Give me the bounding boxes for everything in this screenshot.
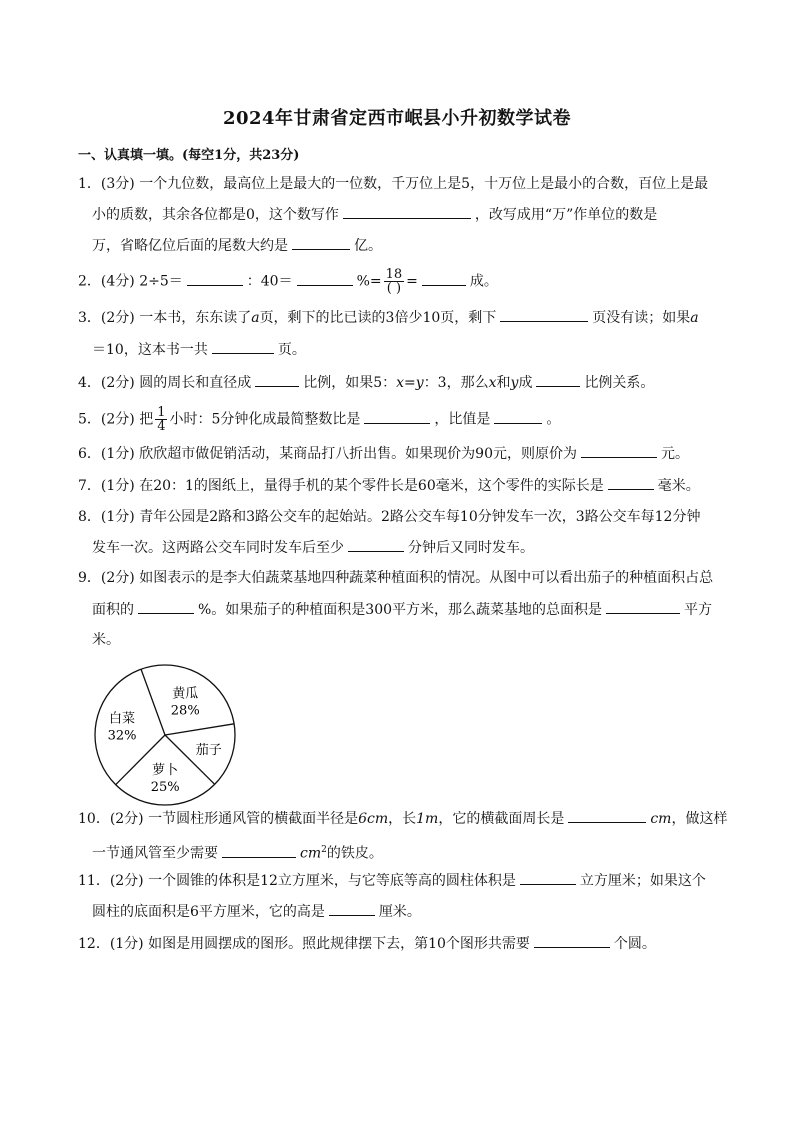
answer-blank[interactable] (536, 372, 580, 387)
answer-blank[interactable] (222, 843, 296, 858)
pie-slice-name: 白菜 (109, 711, 136, 727)
answer-blank[interactable] (608, 475, 654, 490)
question-3-line-2: ＝10，这本书一共 页。 (92, 339, 306, 359)
question-9-line-3: 米。 (92, 632, 120, 648)
answer-blank[interactable] (494, 409, 542, 424)
pie-slice-percent: 25% (150, 779, 180, 795)
question-11-line-1: 11．(2分) 一个圆锥的体积是12立方厘米，与它等底等高的圆柱体积是 立方厘米；如果这个 (78, 870, 706, 890)
question-10-line-2: 一节通风管至少需要 $cm^2$的铁皮。 (92, 840, 383, 860)
answer-blank[interactable] (422, 271, 466, 286)
vegetable-pie-chart (90, 660, 240, 810)
answer-blank[interactable] (212, 339, 274, 354)
fraction: $\frac{18}{( )}$ (385, 267, 403, 296)
answer-blank[interactable] (297, 271, 353, 286)
question-3-line-1: 3．(2分) 一本书，东东读了a页，剩下的比已读的3倍少10页，剩下 页没有读；如果a (78, 307, 699, 327)
question-4: 4．(2分) 圆的周长和直径成 比例，如果5：x=y：3，那么x和y成 比例关系。 (78, 372, 654, 392)
pie-slice-name: 黄瓜 (172, 686, 199, 702)
answer-blank[interactable] (520, 870, 576, 885)
answer-blank[interactable] (255, 372, 299, 387)
question-10-line-1: 10．(2分) 一节圆柱形通风管的横截面半径是6cm，长1m，它的横截面周长是 cm，做这样 (78, 808, 727, 828)
answer-blank[interactable] (568, 808, 646, 823)
question-1-line-1: 1．(3分) 一个九位数，最高位上是最大的一位数，千万位上是5，十万位上是最小的合数，百位上是最 (78, 176, 709, 192)
question-9-line-2: 面积的 %。如果茄子的种植面积是300平方米，那么蔬菜基地的总面积是 平方 (92, 599, 712, 619)
question-8-line-1: 8．(1分) 青年公园是2路和3路公交车的起始站。2路公交车每10分钟发车一次，3路公交车每12分钟 (78, 509, 701, 525)
answer-blank[interactable] (534, 933, 610, 948)
pie-slice-percent: 32% (107, 728, 137, 744)
answer-blank[interactable] (329, 901, 375, 916)
question-1-line-3: 万，省略亿位后面的尾数大约是 亿。 (92, 235, 382, 255)
question-2: 2．(4分) 2÷5＝ ：40＝ %= $\frac{18}{( )}$ = 成。 (78, 267, 498, 296)
question-5: 5．(2分) 把 $\frac{1}{4}$ 小时：5分钟化成最简整数比是 ，比值是 。 (78, 405, 561, 434)
answer-blank[interactable] (343, 204, 471, 219)
question-9-line-1: 9．(2分) 如图表示的是李大伯蔬菜基地四种蔬菜种植面积的情况。从图中可以看出茄子的种植面积占总 (78, 570, 714, 586)
pie-slice-name: 茄子 (195, 743, 222, 759)
answer-blank[interactable] (348, 537, 404, 552)
answer-blank[interactable] (187, 271, 243, 286)
question-6: 6．(1分) 欣欣超市做促销活动，某商品打八折出售。如果现价为90元，则原价为 元。 (78, 443, 689, 463)
question-1-line-2: 小的质数，其余各位都是0，这个数写作 ，改写成用“万”作单位的数是 (92, 204, 657, 224)
pie-slice-name: 萝卜 (152, 762, 179, 778)
page-title: 2024年甘肃省定西市岷县小升初数学试卷 (222, 108, 572, 129)
answer-blank[interactable] (138, 599, 194, 614)
answer-blank[interactable] (606, 599, 680, 614)
answer-blank[interactable] (581, 443, 657, 458)
question-8-line-2: 发车一次。这两路公交车同时发车后至少 分钟后又同时发车。 (92, 537, 534, 557)
question-7: 7．(1分) 在20：1的图纸上，量得手机的某个零件长是60毫米，这个零件的实际长是 毫米。 (78, 475, 700, 495)
question-12: 12．(1分) 如图是用圆摆成的图形。照此规律摆下去，第10个图形共需要 个圆。 (78, 933, 656, 953)
pie-slice-percent: 28% (170, 703, 200, 719)
fraction: $\frac{1}{4}$ (157, 405, 166, 434)
answer-blank[interactable] (364, 409, 430, 424)
question-11-line-2: 圆柱的底面积是6平方厘米，它的高是 厘米。 (92, 901, 421, 921)
answer-blank[interactable] (500, 307, 588, 322)
section-heading: 一、认真填一填。(每空1分，共23分) (78, 148, 300, 163)
answer-blank[interactable] (292, 235, 350, 250)
